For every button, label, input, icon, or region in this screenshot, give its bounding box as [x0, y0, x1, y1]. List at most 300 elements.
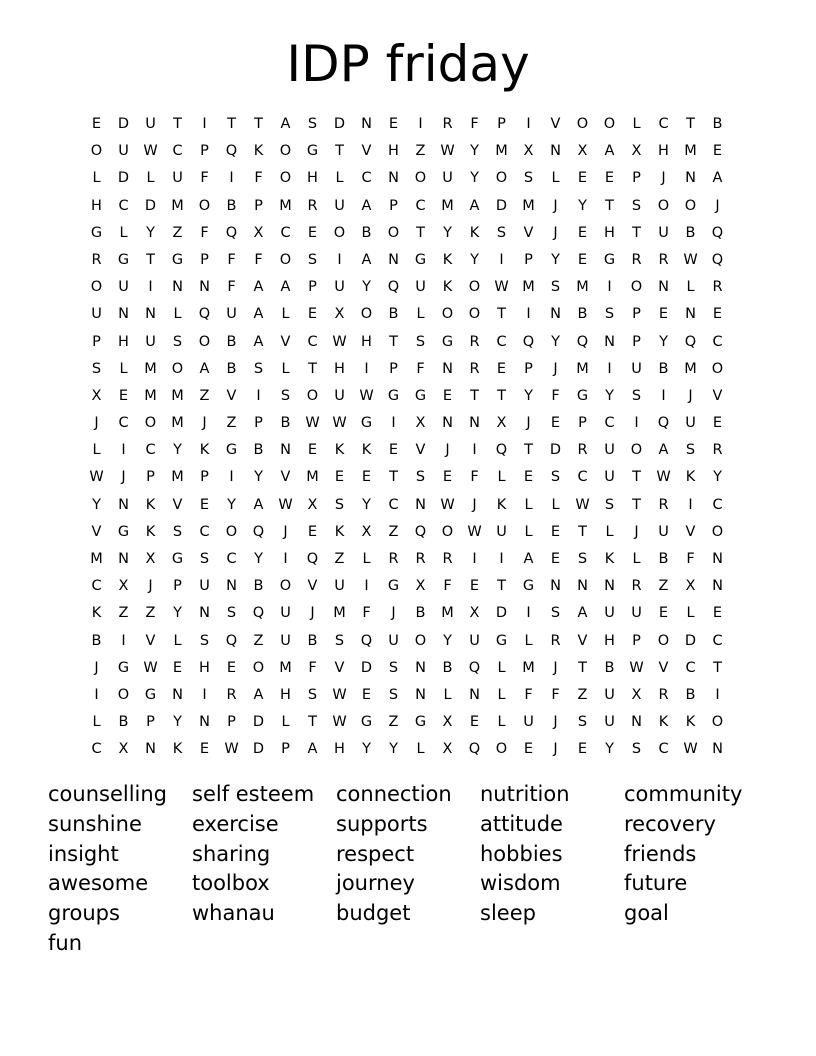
word-list-item: connection [336, 782, 452, 806]
word-list-item: goal [624, 901, 669, 926]
grid-letter: H [658, 143, 669, 160]
grid-letter: Q [468, 659, 481, 676]
grid-letter: A [307, 741, 318, 758]
word-list-item: sleep [480, 901, 536, 926]
grid-letter: M [522, 197, 535, 214]
grid-letter: N [199, 714, 210, 731]
grid-letter: O [576, 116, 589, 132]
grid-letter: R [469, 333, 480, 350]
grid-letter: U [604, 442, 615, 459]
grid-letter: L [497, 659, 506, 676]
grid-letter: B [226, 197, 237, 214]
grid-letter: F [254, 170, 263, 187]
grid-letter: H [334, 741, 345, 758]
grid-letter: F [524, 686, 533, 703]
grid-letter: E [442, 469, 453, 486]
grid-letter: A [361, 197, 372, 214]
grid-letter: B [253, 578, 264, 595]
grid-letter: P [146, 714, 155, 731]
grid-letter: I [499, 251, 504, 268]
grid-letter: J [148, 578, 153, 595]
grid-letter: L [335, 170, 344, 187]
grid-letter: N [361, 116, 372, 132]
grid-letter: S [550, 469, 561, 486]
grid-letter: N [415, 686, 426, 703]
grid-letter: E [361, 469, 372, 486]
grid-letter: W [629, 659, 644, 676]
grid-letter: J [94, 415, 99, 432]
grid-letter: V [172, 496, 183, 513]
word-list-item: awesome [48, 871, 149, 896]
grid-letter: O [441, 523, 454, 540]
grid-letter: C [172, 143, 183, 160]
grid-letter: Y [254, 551, 263, 567]
grid-letter: Z [226, 415, 237, 432]
grid-letter: D [684, 632, 697, 649]
grid-letter: I [634, 415, 639, 432]
grid-letter: Q [225, 224, 238, 241]
grid-letter: L [173, 306, 182, 323]
grid-letter: M [576, 360, 589, 377]
grid-letter: R [658, 686, 669, 703]
grid-letter: J [553, 741, 558, 758]
grid-letter: S [604, 306, 615, 323]
grid-letter: U [442, 170, 453, 187]
grid-letter: N [199, 279, 210, 296]
grid-letter: W [143, 659, 158, 676]
grid-letter: C [604, 415, 615, 432]
grid-letter: A [253, 496, 264, 513]
grid-letter: J [526, 415, 531, 432]
grid-letter: G [360, 415, 373, 432]
grid-letter: L [92, 442, 101, 459]
grid-letter: S [604, 496, 615, 513]
grid-letter: W [224, 741, 239, 758]
grid-letter: X [118, 578, 129, 595]
grid-letter: O [495, 741, 508, 758]
grid-letter: J [94, 659, 99, 676]
grid-letter: T [605, 197, 614, 214]
grid-letter: E [91, 116, 102, 132]
grid-letter: T [632, 496, 641, 513]
grid-letter: Y [173, 605, 182, 622]
grid-letter: F [200, 224, 209, 241]
grid-letter: S [226, 605, 237, 622]
grid-letter: E [307, 306, 318, 323]
grid-letter: K [685, 469, 696, 486]
grid-letter: N [550, 306, 561, 323]
grid-letter: R [712, 442, 723, 459]
grid-letter: H [91, 197, 102, 214]
grid-letter: G [90, 224, 103, 241]
grid-letter: N [118, 306, 129, 323]
grid-letter: U [334, 578, 345, 595]
grid-letter: O [279, 170, 292, 187]
grid-letter: U [334, 197, 345, 214]
grid-letter: D [252, 714, 265, 731]
grid-letter: Z [388, 523, 399, 540]
grid-letter: O [630, 279, 643, 296]
grid-letter: Q [225, 143, 238, 160]
grid-letter: S [307, 116, 318, 132]
grid-letter: C [388, 496, 399, 513]
grid-letter: U [415, 279, 426, 296]
grid-letter: E [712, 143, 723, 160]
grid-letter: M [279, 197, 292, 214]
grid-letter: V [145, 632, 156, 649]
grid-letter: B [253, 442, 264, 459]
grid-letter: V [658, 659, 669, 676]
grid-letter: C [577, 469, 588, 486]
grid-letter: T [254, 116, 263, 132]
grid-letter: L [632, 116, 641, 132]
grid-letter: T [308, 714, 317, 731]
grid-letter: X [442, 714, 453, 731]
grid-letter: N [604, 333, 615, 350]
grid-letter: Q [387, 279, 400, 296]
grid-letter: P [281, 741, 290, 758]
grid-letter: O [225, 523, 238, 540]
grid-letter: T [308, 360, 317, 377]
grid-letter: N [442, 360, 453, 377]
grid-letter: R [388, 551, 399, 567]
grid-letter: W [683, 741, 698, 758]
grid-letter: S [631, 387, 642, 404]
grid-letter: E [442, 387, 453, 404]
grid-letter: D [495, 605, 508, 622]
grid-letter: I [499, 551, 504, 567]
grid-letter: S [388, 659, 399, 676]
grid-letter: U [523, 714, 534, 731]
grid-letter: B [307, 632, 318, 649]
grid-letter: O [117, 686, 130, 703]
grid-letter: O [90, 143, 103, 160]
word-list-item: nutrition [480, 782, 570, 806]
grid-letter: T [470, 387, 479, 404]
grid-letter: N [145, 741, 156, 758]
grid-letter: R [658, 251, 669, 268]
grid-letter: Y [173, 714, 182, 731]
word-list-item: supports [336, 811, 428, 836]
grid-letter: O [495, 170, 508, 187]
grid-letter: E [469, 578, 480, 595]
grid-letter: K [361, 442, 372, 459]
grid-letter: B [415, 605, 426, 622]
grid-letter: N [172, 279, 183, 296]
grid-letter: B [442, 659, 453, 676]
grid-letter: O [279, 578, 292, 595]
grid-letter: G [414, 387, 427, 404]
grid-letter: S [415, 333, 426, 350]
grid-letter: I [607, 279, 612, 296]
grid-letter: O [252, 659, 265, 676]
word-list-item: sharing [192, 841, 271, 866]
grid-letter: N [388, 251, 399, 268]
grid-letter: E [199, 741, 210, 758]
grid-letter: O [387, 224, 400, 241]
grid-letter: T [389, 469, 398, 486]
grid-letter: X [307, 496, 318, 513]
grid-letter: N [415, 496, 426, 513]
grid-letter: L [362, 551, 371, 567]
grid-letter: J [283, 523, 288, 540]
grid-letter: E [658, 605, 669, 622]
grid-letter: N [550, 143, 561, 160]
grid-letter: Q [684, 333, 697, 350]
grid-letter: S [334, 496, 345, 513]
grid-letter: B [685, 686, 696, 703]
grid-letter: U [199, 578, 210, 595]
grid-letter: M [441, 605, 454, 622]
grid-letter: N [712, 741, 723, 758]
grid-letter: N [712, 551, 723, 567]
word-list-item: budget [336, 901, 411, 926]
word-list-item: future [624, 871, 688, 896]
grid-letter: W [143, 143, 158, 160]
grid-letter: G [576, 387, 589, 404]
grid-letter: G [387, 387, 400, 404]
grid-letter: Y [146, 224, 155, 241]
grid-letter: V [307, 578, 318, 595]
grid-letter: A [604, 143, 615, 160]
grid-letter: O [711, 360, 724, 377]
grid-letter: L [146, 170, 155, 187]
grid-letter: O [657, 197, 670, 214]
grid-letter: W [494, 279, 509, 296]
grid-letter: S [550, 605, 561, 622]
grid-letter: W [440, 143, 455, 160]
grid-letter: P [632, 333, 641, 350]
grid-letter: M [522, 659, 535, 676]
grid-letter: P [200, 143, 209, 160]
grid-letter: N [226, 578, 237, 595]
grid-letter: C [658, 741, 669, 758]
grid-letter: P [497, 116, 506, 132]
grid-letter: G [603, 251, 616, 268]
grid-letter: Y [524, 387, 533, 404]
grid-letter: I [229, 469, 234, 486]
grid-letter: N [631, 714, 642, 731]
grid-letter: G [117, 251, 130, 268]
grid-letter: M [522, 279, 535, 296]
grid-letter: W [683, 251, 698, 268]
grid-letter: R [442, 551, 453, 567]
grid-letter: W [332, 686, 347, 703]
grid-letter: Y [92, 496, 101, 513]
grid-letter: D [117, 170, 130, 187]
grid-letter: W [359, 387, 374, 404]
grid-letter: I [148, 279, 153, 296]
grid-letter: E [577, 170, 588, 187]
grid-letter: E [199, 496, 210, 513]
grid-letter: L [443, 686, 452, 703]
grid-letter: F [416, 360, 425, 377]
grid-letter: N [415, 659, 426, 676]
grid-letter: T [686, 116, 695, 132]
grid-letter: X [415, 578, 426, 595]
grid-letter: D [360, 659, 373, 676]
grid-letter: R [658, 496, 669, 513]
grid-letter: E [118, 387, 129, 404]
grid-letter: Q [252, 523, 265, 540]
grid-letter: K [334, 442, 345, 459]
word-list-item: groups [48, 901, 120, 926]
grid-letter: U [118, 143, 129, 160]
grid-letter: E [496, 360, 507, 377]
grid-letter: Y [362, 279, 371, 296]
grid-letter: L [119, 360, 128, 377]
grid-letter: C [145, 442, 156, 459]
grid-letter: W [440, 496, 455, 513]
grid-letter: D [252, 741, 265, 758]
grid-letter: C [199, 523, 210, 540]
grid-letter: M [684, 143, 697, 160]
grid-letter: X [361, 523, 372, 540]
grid-letter: R [91, 251, 102, 268]
grid-letter: P [173, 578, 182, 595]
grid-letter: O [279, 251, 292, 268]
grid-letter: M [90, 551, 103, 567]
grid-letter: S [415, 469, 426, 486]
grid-letter: G [441, 333, 454, 350]
grid-letter: C [361, 170, 372, 187]
grid-letter: J [121, 469, 126, 486]
grid-letter: V [577, 632, 588, 649]
grid-letter: N [172, 686, 183, 703]
grid-letter: C [91, 578, 102, 595]
grid-letter: P [308, 279, 317, 296]
grid-letter: L [605, 523, 614, 540]
grid-letter: C [712, 496, 723, 513]
grid-letter: X [577, 143, 588, 160]
grid-letter: F [254, 251, 263, 268]
grid-letter: X [253, 224, 264, 241]
grid-letter: U [685, 415, 696, 432]
grid-letter: I [256, 387, 261, 404]
grid-letter: P [524, 360, 533, 377]
grid-letter: A [361, 251, 372, 268]
grid-letter: Q [198, 306, 211, 323]
grid-letter: Y [470, 143, 479, 160]
grid-letter: N [658, 279, 669, 296]
grid-letter: L [497, 469, 506, 486]
grid-letter: E [550, 415, 561, 432]
grid-letter: T [713, 659, 722, 676]
grid-letter: X [334, 306, 345, 323]
grid-letter: P [632, 306, 641, 323]
grid-letter: N [442, 415, 453, 432]
grid-letter: O [90, 279, 103, 296]
grid-letter: U [334, 387, 345, 404]
grid-letter: R [307, 197, 318, 214]
grid-letter: T [227, 116, 236, 132]
grid-letter: F [470, 469, 479, 486]
grid-letter: B [604, 659, 615, 676]
grid-letter: E [550, 551, 561, 567]
grid-letter: B [118, 714, 129, 731]
grid-letter: E [334, 469, 345, 486]
grid-letter: L [686, 279, 695, 296]
grid-letter: H [199, 659, 210, 676]
grid-letter: W [305, 415, 320, 432]
grid-letter: A [253, 279, 264, 296]
grid-letter: F [470, 116, 479, 132]
grid-letter: I [472, 551, 477, 567]
grid-letter: U [334, 279, 345, 296]
grid-letter: B [226, 360, 237, 377]
grid-letter: L [281, 306, 290, 323]
grid-letter: P [92, 333, 101, 350]
grid-letter: C [658, 116, 669, 132]
grid-letter: Z [253, 632, 264, 649]
grid-letter: Y [713, 469, 722, 486]
grid-letter: I [526, 605, 531, 622]
grid-letter: R [469, 360, 480, 377]
grid-letter: S [685, 442, 696, 459]
grid-letter: S [577, 551, 588, 567]
grid-letter: E [307, 224, 318, 241]
grid-letter: X [523, 143, 534, 160]
grid-letter: I [418, 116, 423, 132]
grid-letter: Q [576, 333, 589, 350]
grid-letter: O [306, 387, 319, 404]
grid-letter: S [307, 251, 318, 268]
grid-letter: G [387, 578, 400, 595]
grid-letter: P [524, 251, 533, 268]
grid-letter: K [334, 523, 345, 540]
grid-letter: G [117, 523, 130, 540]
grid-letter: G [414, 714, 427, 731]
grid-letter: V [550, 116, 561, 132]
grid-letter: B [226, 333, 237, 350]
grid-letter: V [280, 469, 291, 486]
grid-letter: S [550, 279, 561, 296]
grid-letter: S [577, 714, 588, 731]
grid-letter: Q [711, 251, 724, 268]
word-list-item: hobbies [480, 841, 563, 866]
grid-letter: U [604, 469, 615, 486]
grid-letter: E [712, 306, 723, 323]
grid-letter: A [253, 686, 264, 703]
grid-letter: Z [415, 143, 426, 160]
page-title: IDP friday [286, 35, 530, 93]
grid-letter: L [551, 496, 560, 513]
grid-letter: G [414, 251, 427, 268]
grid-letter: I [391, 415, 396, 432]
grid-letter: Y [605, 387, 614, 404]
grid-letter: T [632, 469, 641, 486]
grid-letter: L [524, 632, 533, 649]
grid-letter: M [171, 469, 184, 486]
grid-letter: O [414, 170, 427, 187]
grid-letter: Y [443, 632, 452, 649]
grid-letter: U [469, 632, 480, 649]
grid-letter: O [414, 632, 427, 649]
grid-letter: N [685, 306, 696, 323]
grid-letter: Y [362, 741, 371, 758]
word-list-item: sunshine [48, 811, 142, 836]
grid-letter: M [144, 387, 157, 404]
grid-letter: T [497, 306, 506, 323]
grid-letter: Y [254, 469, 263, 486]
grid-letter: B [361, 224, 372, 241]
grid-letter: H [604, 632, 615, 649]
grid-letter: I [364, 578, 369, 595]
grid-letter: I [121, 632, 126, 649]
grid-letter: F [551, 387, 560, 404]
grid-letter: Y [659, 333, 668, 350]
grid-letter: I [472, 442, 477, 459]
